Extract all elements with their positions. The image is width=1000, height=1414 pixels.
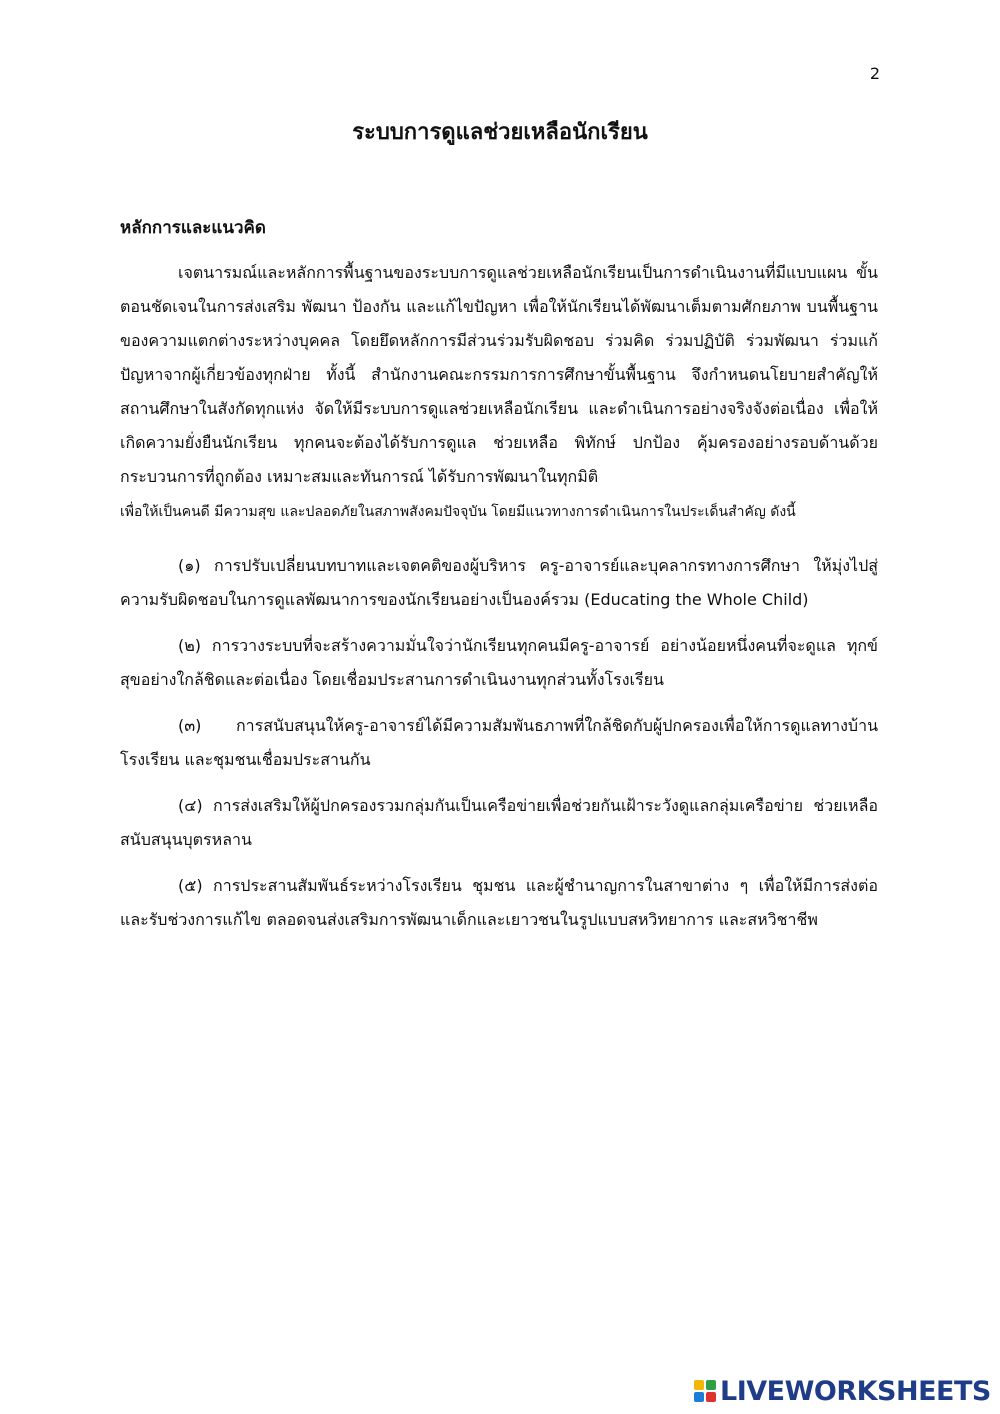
logo-mark-icon bbox=[694, 1380, 716, 1402]
guideline-item-2: (๒) การวางระบบที่จะสร้างความมั่นใจว่านักเรียนทุกคนมีครู-อาจารย์ อย่างน้อยหนึ่งคนที่จะดูแล ทุกข์สุขอย่างใกล้ชิดและต่อเนื่อง โดยเชื่อมประสานการดำเนินงานทุกส่วนทั้งโรงเรียน bbox=[120, 636, 878, 689]
logo-square-blue bbox=[694, 1392, 704, 1402]
logo-square-red bbox=[706, 1392, 716, 1402]
logo-text: LIVEWORKSHEETS bbox=[720, 1375, 991, 1407]
logo-square-yellow bbox=[694, 1380, 704, 1390]
guideline-item-1: (๑) การปรับเปลี่ยนบทบาทและเจตคติของผู้บริหาร ครู-อาจารย์และบุคลากรทางการศึกษา ให้มุ่งไปสู่ความรับผิดชอบในการดูแลพัฒนาการของนักเรียนอย่างเป็นองค์รวม (Educating the Whole Child) bbox=[120, 556, 878, 609]
intro-text: เจตนารมณ์และหลักการพื้นฐานของระบบการดูแลช่วยเหลือนักเรียนเป็นการดำเนินงานที่มีแบบแผน ขั้นตอนชัดเจนในการส่งเสริม พัฒนา ป้องกัน และแก้ไขปัญหา เพื่อให้นักเรียนได้พัฒนาเต็มตามศักยภาพ บนพื้นฐานของความแตกต่างระหว่างบุคคล โดยยึดหลักการมีส่วนร่วมรับผิดชอบ ร่วมคิด ร่วมปฏิบัติ ร่วมพัฒนา ร่วมแก้ปัญหาจากผู้เกี่ยวข้องทุกฝ่าย ทั้งนี้ สำนักงานคณะกรรมการการศึกษาขั้นพื้นฐาน จึงกำหนดนโยบายสำคัญให้สถานศึกษาในสังกัดทุกแห่ง จัดให้มีระบบการดูแลช่วยเหลือนักเรียน และดำเนินการอย่างจริงจังต่อเนื่อง เพื่อให้เกิดความยั่งยืนนักเรียน ทุกคนจะต้องได้รับการดูแล ช่วยเหลือ พิทักษ์ ปกป้อง คุ้มครองอย่างรอบด้านด้วยกระบวนการที่ถูกต้อง เหมาะสมและทันการณ์ ได้รับการพัฒนาในทุกมิติ bbox=[120, 263, 878, 486]
intro-last-line: เพื่อให้เป็นคนดี มีความสุข และปลอดภัยในสภาพสังคมปัจจุบัน โดยมีแนวทางการดำเนินการในประเด็นสำคัญ ดังนี้ bbox=[120, 504, 796, 520]
document-body bbox=[120, 256, 878, 949]
logo-square-green bbox=[706, 1380, 716, 1390]
section-heading: หลักการและแนวคิด bbox=[120, 218, 266, 238]
page-number: 2 bbox=[869, 64, 880, 83]
guideline-item-5: (๕) การประสานสัมพันธ์ระหว่างโรงเรียน ชุมชน และผู้ชำนาญการในสาขาต่าง ๆ เพื่อให้มีการส่งต่อ และรับช่วงการแก้ไข ตลอดจนส่งเสริมการพัฒนาเด็กและเยาวชนในรูปแบบสหวิทยาการ และสหวิชาชีพ bbox=[120, 876, 878, 929]
guideline-item-3: (๓) การสนับสนุนให้ครู-อาจารย์ได้มีความสัมพันธภาพที่ใกล้ชิดกับผู้ปกครองเพื่อให้การดูแลทางบ้าน โรงเรียน และชุมชนเชื่อมประสานกัน bbox=[120, 716, 878, 769]
page-title: ระบบการดูแลช่วยเหลือนักเรียน bbox=[352, 120, 648, 145]
intro-paragraph bbox=[120, 256, 878, 529]
guideline-item-4: (๔) การส่งเสริมให้ผู้ปกครองรวมกลุ่มกันเป็นเครือข่ายเพื่อช่วยกันเฝ้าระวังดูแลกลุ่มเครือข่าย ช่วยเหลือสนับสนุนบุตรหลาน bbox=[120, 796, 878, 849]
liveworksheets-logo bbox=[694, 1374, 991, 1408]
